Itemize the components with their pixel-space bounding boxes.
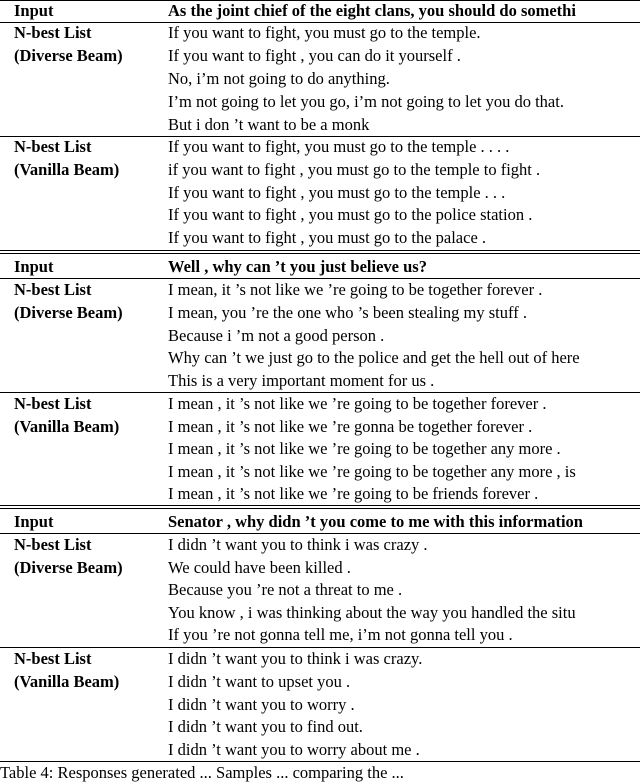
table-rule <box>0 250 640 251</box>
list-item: I mean , it ’s not like we ’re going to be together forever . <box>168 394 547 413</box>
list-item: I mean , it ’s not like we ’re going to be together any more , is <box>168 462 576 481</box>
input-text: As the joint chief of the eight clans, you should do somethi <box>168 1 576 20</box>
input-label: Input <box>14 1 54 20</box>
list-item: I didn ’t want you to think i was crazy. <box>168 649 423 668</box>
table-rule <box>0 505 640 506</box>
input-label: Input <box>14 257 54 276</box>
table-rule <box>0 253 640 254</box>
list-item: Why can ’t we just go to the police and get the hell out of here <box>168 348 580 367</box>
input-label: Input <box>14 512 54 531</box>
group-label-line2: (Vanilla Beam) <box>14 160 120 179</box>
list-item: I mean, it ’s not like we ’re going to be together forever . <box>168 280 543 299</box>
list-item: I didn ’t want you to find out. <box>168 717 363 736</box>
list-item: I’m not going to let you go, i’m not going to let you do that. <box>168 92 564 111</box>
list-item: This is a very important moment for us . <box>168 371 435 390</box>
list-item: I didn ’t want you to think i was crazy . <box>168 535 428 554</box>
list-item: Because i ’m not a good person . <box>168 326 385 345</box>
group-label-line1: N-best List <box>14 649 92 668</box>
group-label-line1: N-best List <box>14 394 92 413</box>
table-caption: Table 4: Responses generated ... Samples ... comparing the ... <box>0 763 404 782</box>
input-row <box>0 511 640 533</box>
list-item: I mean , it ’s not like we ’re gonna be together forever . <box>168 417 533 436</box>
list-item: I didn ’t want you to worry about me . <box>168 740 420 759</box>
group-label-line2: (Vanilla Beam) <box>14 417 120 436</box>
input-text: Well , why can ’t you just believe us? <box>168 257 427 276</box>
list-item: If you want to fight , you must go to the police station . <box>168 205 533 224</box>
group-label-line2: (Diverse Beam) <box>14 303 123 322</box>
list-item: We could have been killed . <box>168 558 351 577</box>
list-item: I mean, you ’re the one who ’s been stealing my stuff . <box>168 303 527 322</box>
list-item: But i don ’t want to be a monk <box>168 115 370 134</box>
list-item: I mean , it ’s not like we ’re going to be together any more . <box>168 439 561 458</box>
list-item: I didn ’t want you to worry . <box>168 695 355 714</box>
list-item: If you want to fight, you must go to the temple . . . . <box>168 137 510 156</box>
list-item: Because you ’re not a threat to me . <box>168 580 403 599</box>
input-row <box>0 256 640 278</box>
list-item: If you want to fight , you must go to the temple . . . <box>168 183 506 202</box>
list-item: No, i’m not going to do anything. <box>168 69 390 88</box>
list-item: If you want to fight , you can do it yourself . <box>168 46 461 65</box>
group-label-line1: N-best List <box>14 535 92 554</box>
group-label-line2: (Vanilla Beam) <box>14 672 120 691</box>
input-text: Senator , why didn ’t you come to me with this information <box>168 512 583 531</box>
list-item: You know , i was thinking about the way you handled the situ <box>168 603 576 622</box>
group-label-line2: (Diverse Beam) <box>14 46 123 65</box>
input-row <box>0 0 640 22</box>
group-label-line2: (Diverse Beam) <box>14 558 123 577</box>
list-item: If you want to fight , you must go to the palace . <box>168 228 487 247</box>
list-item: I mean , it ’s not like we ’re going to be friends forever . <box>168 484 539 503</box>
list-item: If you ’re not gonna tell me, i’m not gonna tell you . <box>168 625 513 644</box>
table-rule <box>0 508 640 509</box>
group-label-line1: N-best List <box>14 280 92 299</box>
list-item: if you want to fight , you must go to the temple to fight . <box>168 160 541 179</box>
group-label-line1: N-best List <box>14 23 92 42</box>
list-item: I didn ’t want to upset you . <box>168 672 351 691</box>
group-label-line1: N-best List <box>14 137 92 156</box>
list-item: If you want to fight, you must go to the temple. <box>168 23 481 42</box>
